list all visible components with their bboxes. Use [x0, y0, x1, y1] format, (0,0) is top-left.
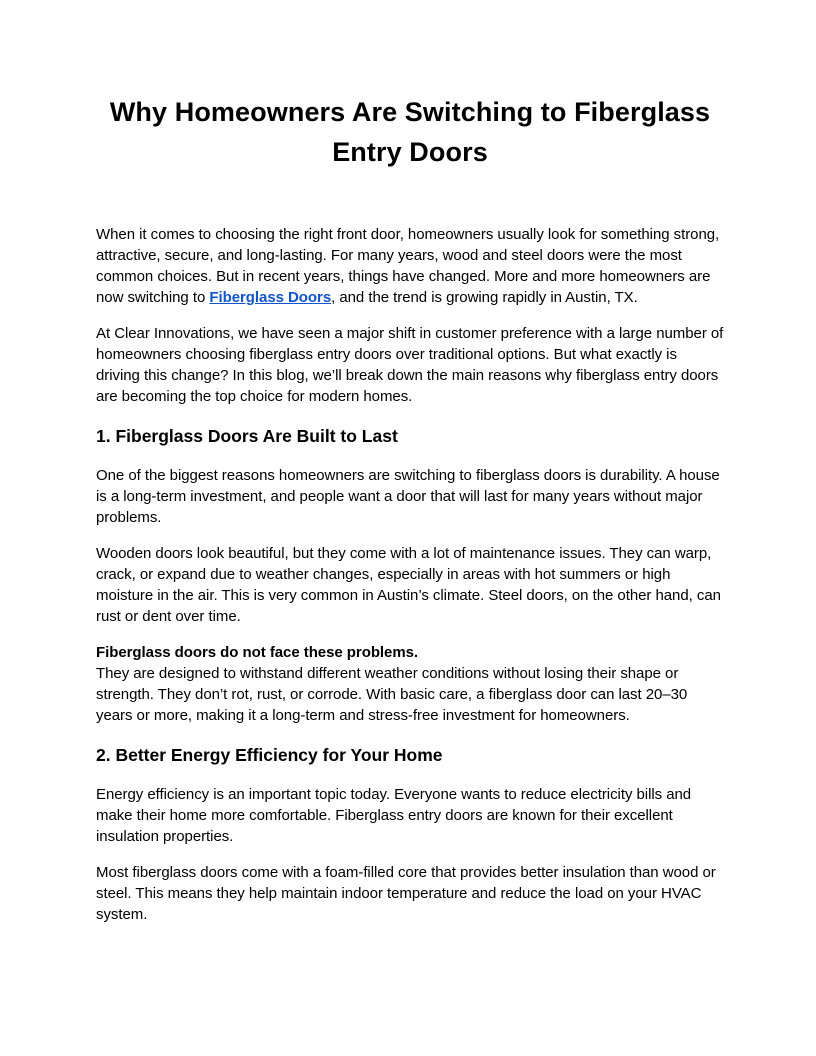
section-2-heading: 2. Better Energy Efficiency for Your Home — [96, 745, 443, 765]
document-page — [96, 92, 724, 940]
section-2-paragraph-1: Energy efficiency is an important topic today. Everyone wants to reduce electricity bills and make their home more comfortable. Fiberglass entry doors are known for their excellent insulation properties. — [96, 786, 692, 845]
intro-paragraph-2: At Clear Innovations, we have seen a major shift in customer preference with a large number of homeowners choosing fiberglass entry doors over traditional options. But what exactly is driving this change? In this blog, we’ll break down the main reasons why fiberglass entry doors are becoming the top choice for modern homes. — [96, 325, 724, 405]
section-2-paragraph-2: Most fiberglass doors come with a foam-filled core that provides better insulation than wood or steel. This means they help maintain indoor temperature and reduce the load on your HVAC system. — [96, 864, 716, 923]
section-1-paragraph-3-text: They are designed to withstand different weather conditions without losing their shape or strength. They don’t rot, rust, or corrode. With basic care, a fiberglass door can last 20–30 years or more, making it a long-term and stress-free investment for homeowners. — [96, 665, 688, 724]
intro-text-after-link: , and the trend is growing rapidly in Austin, TX. — [331, 289, 638, 306]
page-title: Why Homeowners Are Switching to Fiberglass Entry Doors — [109, 97, 711, 167]
section-1-heading: 1. Fiberglass Doors Are Built to Last — [96, 426, 398, 446]
section-1-bold-statement: Fiberglass doors do not face these problems. — [96, 644, 419, 661]
section-1-paragraph-3 — [96, 642, 724, 726]
fiberglass-doors-link[interactable]: Fiberglass Doors — [209, 289, 332, 306]
intro-paragraph-1 — [96, 224, 724, 308]
intro-text-before-link: When it comes to choosing the right front door, homeowners usually look for something strong, attractive, secure, and long-lasting. For many years, wood and steel doors were the most common choices. But in recent years, things have changed. More and more homeowners are now switching to — [96, 226, 720, 306]
section-1-paragraph-2: Wooden doors look beautiful, but they come with a lot of maintenance issues. They can warp, crack, or expand due to weather changes, especially in areas with hot summers or high moisture in the air. This is very common in Austin’s climate. Steel doors, on the other hand, can rust or dent over time. — [96, 545, 721, 625]
section-1-paragraph-1: One of the biggest reasons homeowners are switching to fiberglass doors is durability. A house is a long-term investment, and people want a door that will last for many years without major problems. — [96, 467, 720, 526]
